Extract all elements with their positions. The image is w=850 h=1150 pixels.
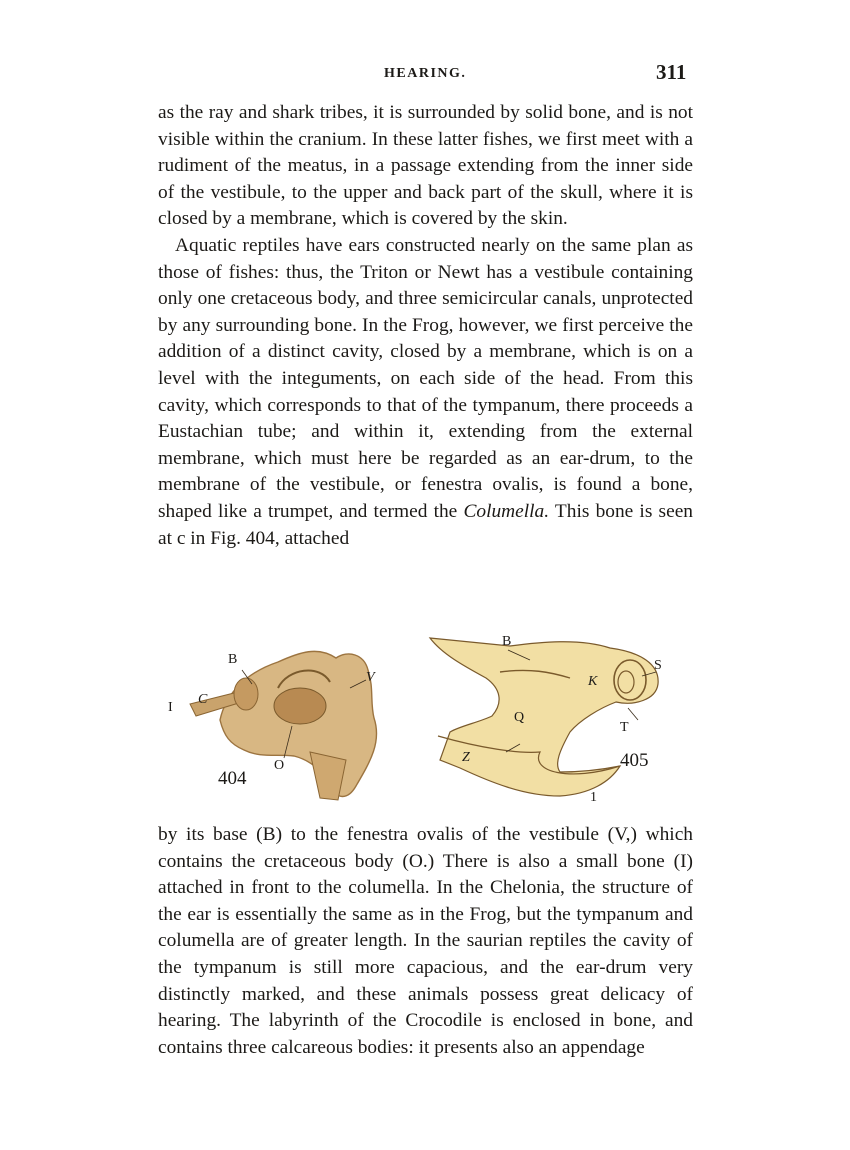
figure-404-vestibule [274,688,326,724]
figure-404-label-i: I [168,700,173,715]
figure-404-ear-drum [234,678,258,710]
paragraph-aquatic-reptiles [158,233,693,552]
paragraph-continued: as the ray and shark tribes, it is surrounded by solid bone, and is not visible within the cranium. In these latter fishes, we first meet with a rudiment of the meatus, in a passage extending from the inner side of the vestibule, to the upper and back part of the skull, where it is closed by a membrane, which is covered by the skin. [158,102,693,230]
figure-405-leader-t [628,708,638,720]
figure-405-label-i: 1 [590,790,597,805]
figure-405-number: 405 [620,750,649,771]
figure-405-illustration [420,632,680,812]
figures-404-405 [160,632,700,812]
paragraph-text-end: This bone is seen at c in Fig. 404, attached [158,500,693,549]
paragraph-columella-description: by its base (B) to the fenestra ovalis of the vestibule (V,) which contains the cretaceous body (O.) There is also a small bone (I) attached in front to the columella. In the Chelonia, the structure of the ear is essentially the same as in the Frog, but the tympanum and columella are of greater length. In the saurian reptiles the cavity of the tympanum is still more capacious, and the ear-drum very distinctly marked, and these animals possess great delicacy of hearing. The labyrinth of the Crocodile is enclosed in bone, and contains three calcareous bodies: it presents also an appendage [158,824,693,1058]
figure-404-label-v: V [366,670,375,685]
figure-405-label-q: Q [514,710,525,725]
page-number: 311 [656,60,687,84]
body-text-top [158,100,693,552]
figure-405-label-k: K [588,674,598,689]
body-text-bottom [158,822,693,1061]
figure-404-label-o: O [274,758,285,773]
figure-404-label-c: C [198,692,208,707]
figure-405-label-z: Z [462,750,470,765]
figure-404-label-b: B [228,652,238,667]
figure-405-label-b: B [502,634,512,649]
figure-404-number: 404 [218,768,247,789]
paragraph-text: Aquatic reptiles have ears constructed nearly on the same plan as those of fishes: thus, the Triton or Newt has a vestibule containing only one cretaceous body, and three semicircular canals, unprotected by any surrounding bone. In the Frog, however, we first perceive the addition of a distinct cavity, closed by a membrane, which is on a level with the integuments, on each side of the head. From this cavity, which corresponds to that of the tympanum, there proceeds a Eustachian tube; and within it, extending from the external membrane, which must here be regarded as an ear-drum, to the membrane of the vestibule, or fenestra ovalis, is found a bone, shaped like a trumpet, and termed the [158,234,693,522]
running-head: HEARING. [384,66,467,81]
term-columella: Columella. [463,500,550,522]
figure-405-label-t: T [620,720,629,735]
figure-405-label-s: S [654,658,662,673]
